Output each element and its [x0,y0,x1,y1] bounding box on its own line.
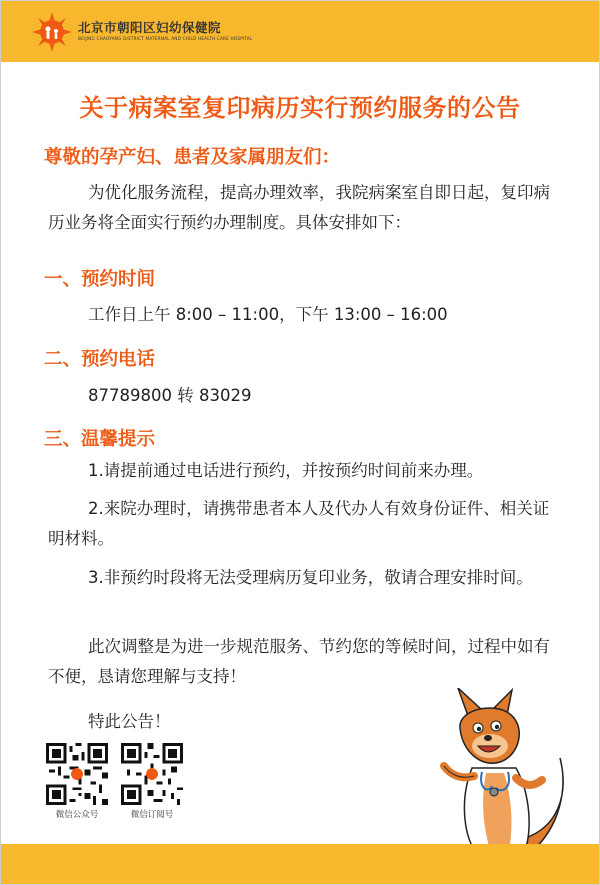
qr-code-subscription [121,743,183,805]
signoff: 特此公告！ [88,712,171,731]
hospital-logo-icon [30,10,74,54]
qr-code-official-account [46,743,108,805]
qr-label-subscription: 微信订阅号 [130,810,174,820]
section-appointment-time-heading: 一、预约时间 [44,269,156,290]
hospital-name: 北京市朝阳区妇幼保健院 [78,20,222,35]
tip-item: 1.请提前通过电话进行预约，并按预约时间前来办理。 [88,461,484,480]
section-appointment-phone-heading: 二、预约电话 [44,349,156,370]
section-tips-heading: 三、温馨提示 [44,429,156,450]
intro-paragraph: 为优化服务流程，提高办理效率，我院病案室自即日起，复印病历业务将全面实行预约办理制度。具体安排如下： [48,183,550,232]
tip-item: 2.来院办理时，请携带患者本人及代办人有效身份证件、相关证明材料。 [48,499,550,548]
greeting: 尊敬的孕产妇、患者及家属朋友们： [44,147,341,168]
appointment-time-text: 工作日上午 8:00 – 11:00，下午 13:00 – 16:00 [88,305,448,324]
footer-bar [1,844,599,884]
hospital-name-english: BEIJING CHAOYANG DISTRICT MATERNAL AND CHILD HEALTH CARE HOSPITAL [78,36,253,41]
notice-title: 关于病案室复印病历实行预约服务的公告 [79,94,521,122]
qr-label-official-account: 微信公众号 [55,810,99,820]
tip-item: 3.非预约时段将无法受理病历复印业务，敬请合理安排时间。 [88,568,533,587]
appointment-phone-text: 87789800 转 83029 [88,386,252,405]
closing-paragraph: 此次调整是为进一步规范服务、节约您的等候时间，过程中如有不便，恳请您理解与支持！ [48,637,550,686]
